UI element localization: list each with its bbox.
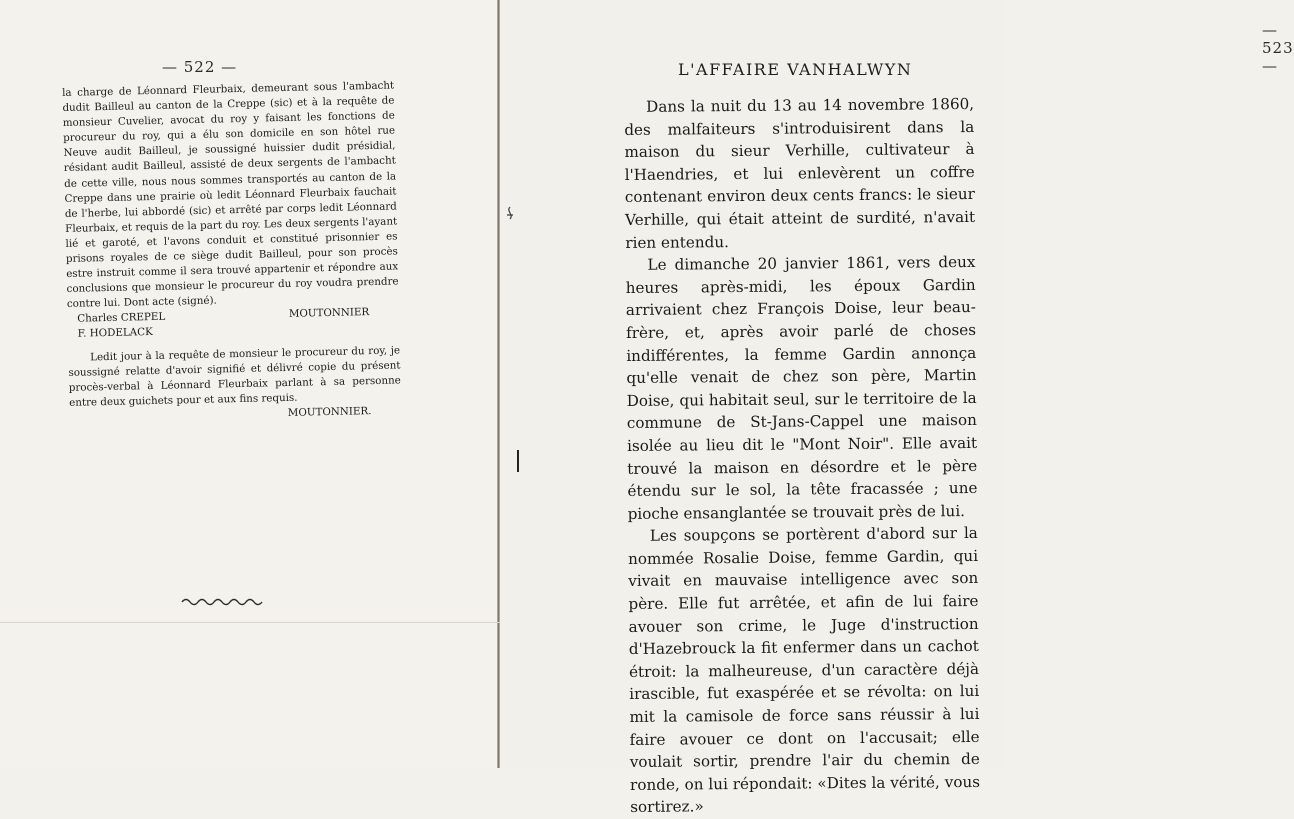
right-page-number: — 523 — xyxy=(1262,21,1294,75)
left-paragraph-1: la charge de Léonnard Fleurbaix, demeurant sous l'ambacht dudit Bailleul au canton de la Creppe (sic) et à la requête de monsieur Cuvelier, avocat du roy y faisant les fonctions de procureur du roy, qui a élu son domicile en son hôtel rue Neuve audit Bailleul, je soussigné huissier dudit présidial, résidant audit Bailleul, assisté de deux sergents de l'ambacht de cette ville, nous nous sommes transportés au canton de la Creppe dans une prairie où ledit Léonnard Fleurbaix fauchait de l'herbe, lui abbordé (sic) et arrêté par corps ledit Léonnard Fleurbaix, et requis de la part du roy. Les deux sergents l'ayant lié et garoté, et l'avons conduit et constitué prisonnier es prisons royales de ce siège dudit Bailleul, pour son procès estre instruit comme il sera trouvé appartenir et répondre aux conclusions que monsieur le procureur du roy voudra prendre contre lui. Dont acte (signé). xyxy=(62,79,399,311)
decorative-squiggle-icon xyxy=(180,596,270,608)
left-page-number: — 522 — xyxy=(162,58,238,76)
chapter-title: L'AFFAIRE VANHALWYN xyxy=(678,60,913,79)
left-page xyxy=(0,0,497,768)
signature-moutonnier-1: MOUTONNIER xyxy=(288,306,370,321)
left-paragraph-2: Ledit jour à la requête de monsieur le procureur du roy, je soussigné relatte d'avoir signifié et délivré copie du présent procès-verbal à Léonnard Fleurbaix parlant à sa personne entre deux guichets pour et aux fins requis. xyxy=(68,343,401,409)
left-page-body xyxy=(62,78,402,425)
right-page-body xyxy=(624,93,980,819)
signature-moutonnier-2: MOUTONNIER. xyxy=(287,404,372,419)
binding-mark-icon xyxy=(503,205,517,225)
right-paragraph-2: Le dimanche 20 janvier 1861, vers deux heures après-midi, les époux Gardin arrivaient chez François Doise, leur beau-frère, et, après avoir parlé de choses indifférentes, la femme Gardin annonça qu'elle venait de chez son père, Martin Doise, qui habitait seul, sur le territoire de la commune de St-Jans-Cappel une maison isolée au lieu dit le "Mont Noir". Elle avait trouvé la maison en désordre et le père étendu sur le sol, la tête fracassée ; une pioche ensanglantée se trouvait près de lui. xyxy=(625,253,978,523)
right-paragraph-3: Les soupçons se portèrent d'abord sur la nommée Rosalie Doise, femme Gardin, qui vivait en mauvaise intelligence avec son père. Elle fut arrêtée, et afin de lui faire avouer son crime, le Juge d'instruction d'Hazebrouck la fit enfermer dans un cachot étroit: la malheureuse, d'un caractère déjà irascible, fut exaspérée et se révolta: on lui mit la camisole de force sans réussir à lui faire avouer ce dont on l'accusait; elle voulait sortir, prendre l'air du chemin de ronde, on lui répondait: «Dites la vérité, vous sortirez.» xyxy=(627,524,981,817)
signature-hodelack: F. HODELACK xyxy=(77,326,153,341)
signature-crepel: Charles CREPEL xyxy=(77,311,166,326)
right-paragraph-1: Dans la nuit du 13 au 14 novembre 1860, des malfaiteurs s'introduisirent dans la maison du sieur Verhille, cultivateur à l'Haendries, et lui enlevèrent un coffre contenant environ deux cents francs: le sieur Verhille, qui était atteint de surdité, n'avait rien entendu. xyxy=(624,94,976,252)
binding-mark-icon xyxy=(514,448,522,474)
